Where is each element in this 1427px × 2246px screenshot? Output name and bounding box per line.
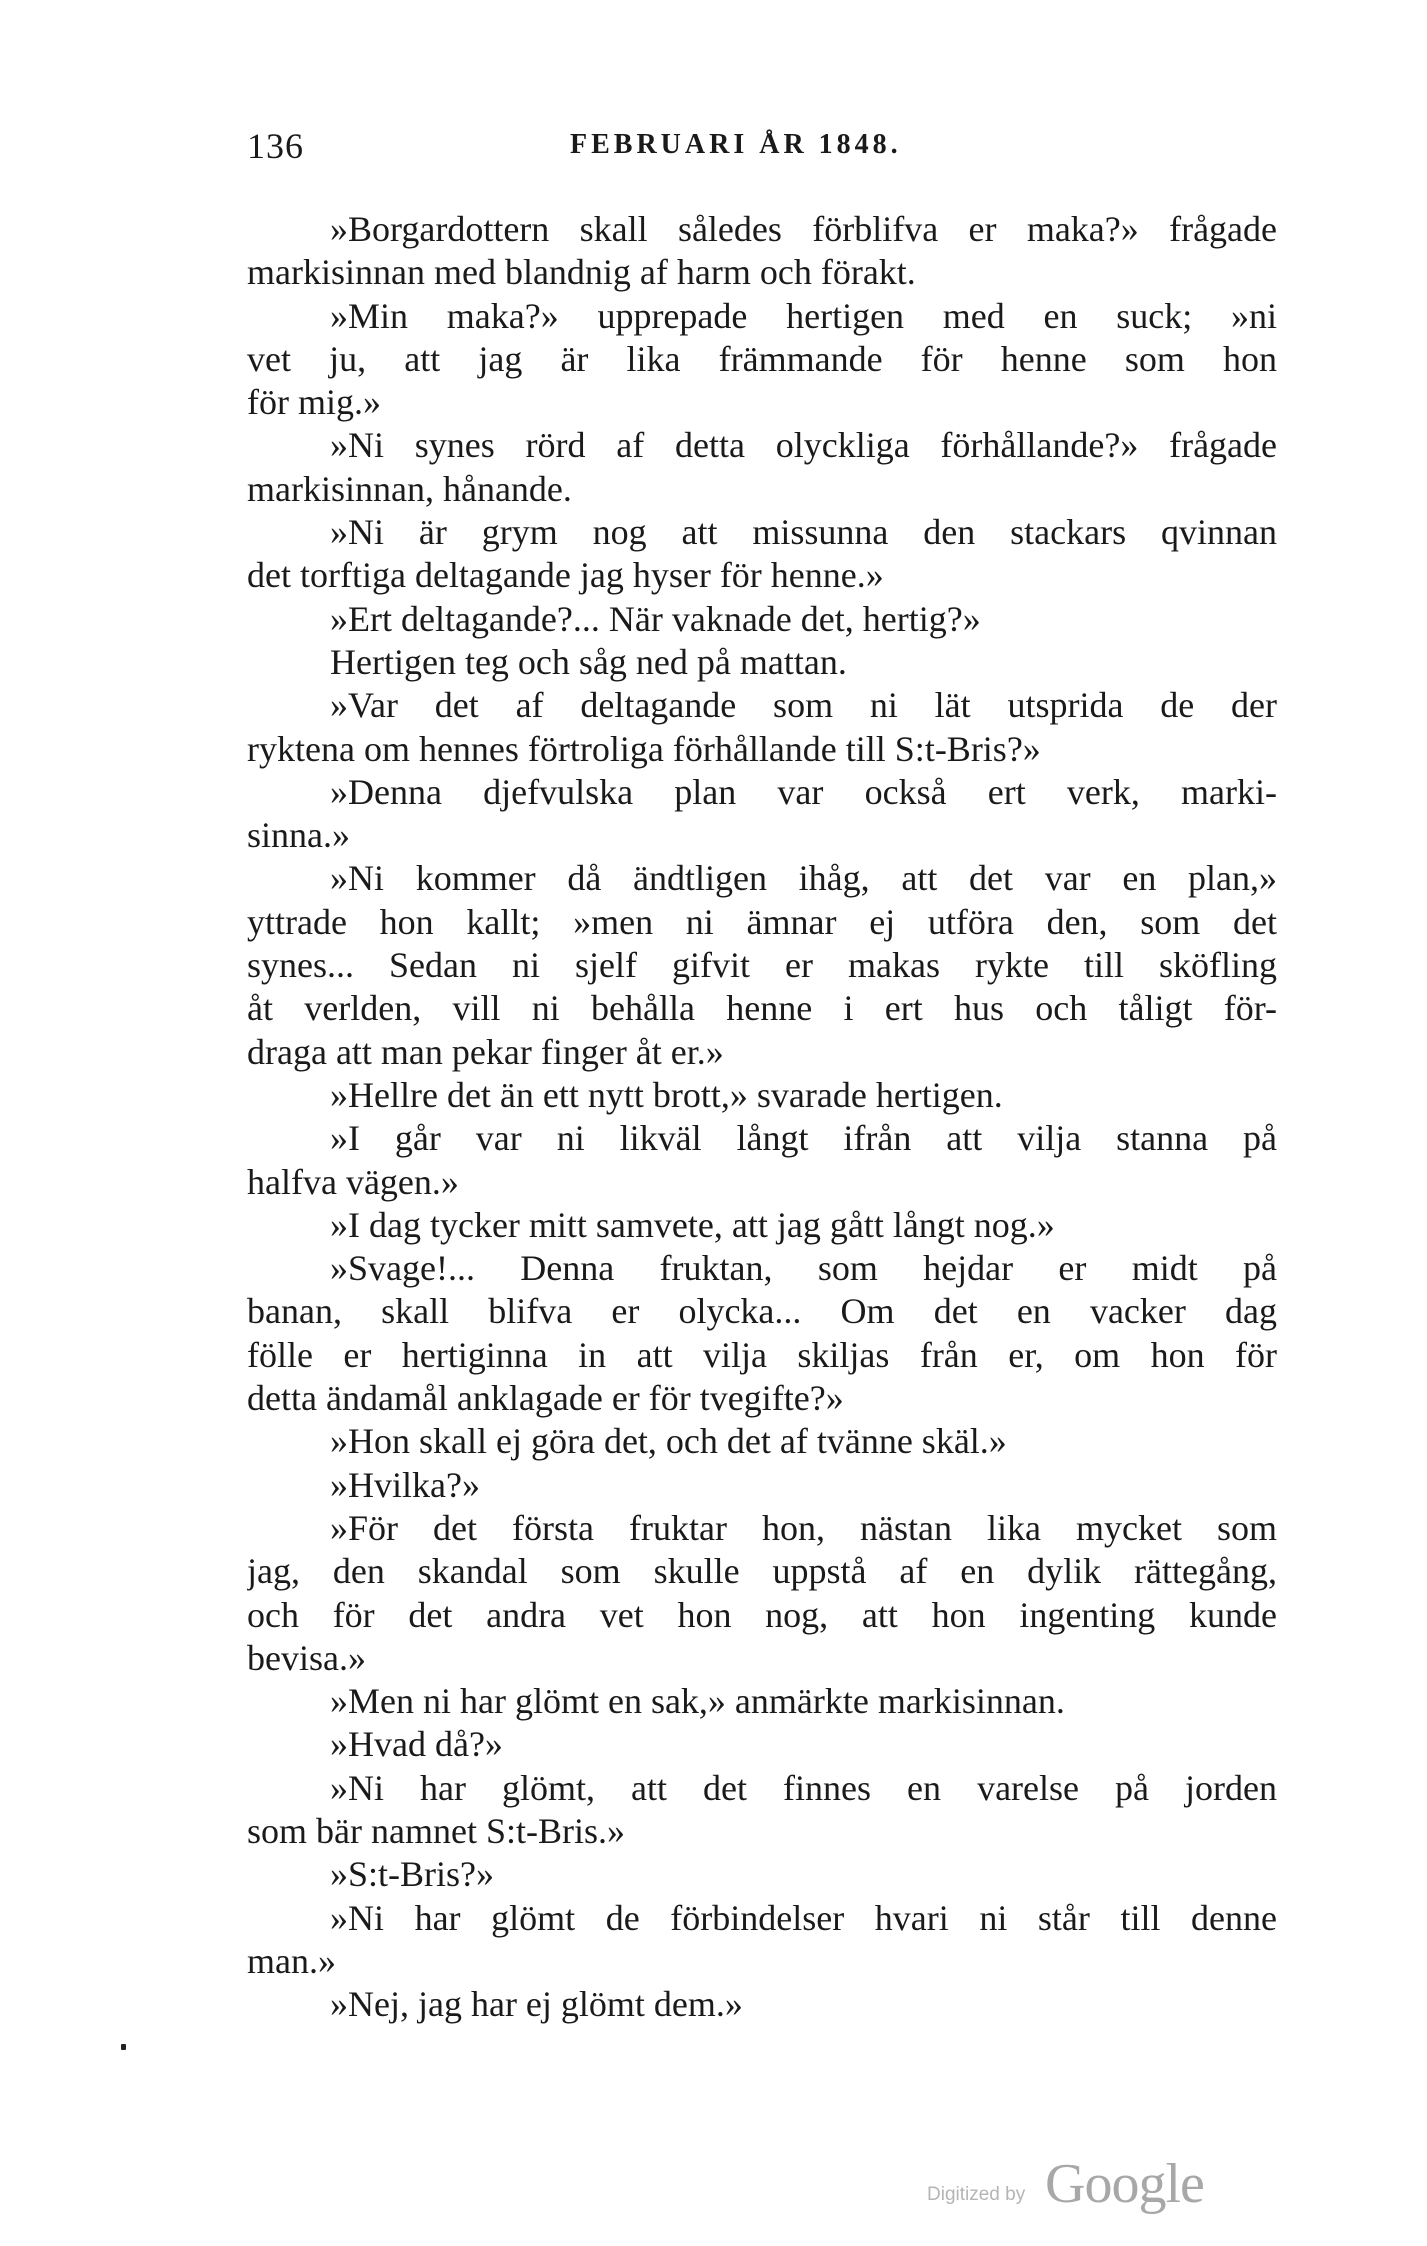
- text-line: »Men ni har glömt en sak,» anmärkte markisinnan.: [330, 1681, 1065, 1722]
- text-line: jag, den skandal som skulle uppstå af en dylik rättegång,: [247, 1551, 1277, 1592]
- text-line: yttrade hon kallt; »men ni ämnar ej utföra den, som det: [247, 901, 1277, 942]
- text-line: »Ni är grym nog att missunna den stackars qvinnan: [330, 512, 1277, 553]
- text-line: och för det andra vet hon nog, att hon ingenting kunde: [247, 1594, 1277, 1635]
- text-line: »Ni kommer då ändtligen ihåg, att det var en plan,»: [330, 858, 1277, 899]
- text-line: man.»: [247, 1940, 336, 1981]
- text-line: synes... Sedan ni sjelf gifvit er makas rykte till sköfling: [247, 945, 1277, 986]
- text-line: »Hvilka?»: [330, 1464, 480, 1505]
- text-line: halfva vägen.»: [247, 1161, 459, 1202]
- text-line: bevisa.»: [247, 1637, 366, 1678]
- text-line: »I går var ni likväl långt ifrån att vilja stanna på: [330, 1118, 1277, 1159]
- text-line: »Var det af deltagande som ni lät utsprida de der: [330, 685, 1277, 726]
- running-head: FEBRUARI ÅR 1848.: [570, 129, 902, 160]
- text-line: som bär namnet S:t-Bris.»: [247, 1810, 625, 1851]
- text-line: fölle er hertiginna in att vilja skiljas från er, om hon för: [247, 1334, 1277, 1375]
- body-text: [247, 208, 1277, 2026]
- text-line: »Min maka?» upprepade hertigen med en suck; »ni: [330, 295, 1277, 336]
- text-line: för mig.»: [247, 382, 381, 423]
- text-line: »Hvad då?»: [330, 1724, 503, 1765]
- text-line: »Ert deltagande?... När vaknade det, hertig?»: [330, 598, 981, 639]
- text-line: detta ändamål anklagade er för tvegifte?»: [247, 1378, 844, 1419]
- text-line: vet ju, att jag är lika främmande för henne som hon: [247, 338, 1277, 379]
- watermark-prefix: Digitized by: [927, 2184, 1026, 2205]
- text-line: det torftiga deltagande jag hyser för henne.»: [247, 555, 884, 596]
- page-number: 136: [247, 126, 304, 166]
- text-line: Hertigen teg och såg ned på mattan.: [330, 641, 847, 682]
- text-line: »Denna djefvulska plan var också ert verk, marki-: [330, 771, 1277, 812]
- text-line: »Ni har glömt, att det finnes en varelse på jorden: [330, 1767, 1277, 1808]
- text-line: banan, skall blifva er olycka... Om det en vacker dag: [247, 1291, 1277, 1332]
- ink-speck: [121, 2044, 126, 2050]
- text-line: markisinnan med blandnig af harm och förakt.: [247, 252, 916, 293]
- text-line: »För det första fruktar hon, nästan lika mycket som: [330, 1507, 1277, 1548]
- text-line: draga att man pekar finger åt er.»: [247, 1031, 724, 1072]
- text-line: »Hon skall ej göra det, och det af tvänne skäl.»: [330, 1421, 1007, 1462]
- page-header: [247, 125, 1277, 175]
- text-line: »Nej, jag har ej glömt dem.»: [330, 1984, 743, 2025]
- google-logo: Google: [1045, 2153, 1204, 2215]
- text-line: ryktena om hennes förtroliga förhållande till S:t-Bris?»: [247, 728, 1041, 769]
- text-line: »Borgardottern skall således förblifva er maka?» frågade: [330, 209, 1277, 249]
- text-line: »I dag tycker mitt samvete, att jag gått långt nog.»: [330, 1204, 1055, 1245]
- text-line: sinna.»: [247, 815, 350, 856]
- text-line: »Svage!... Denna fruktan, som hejdar er midt på: [330, 1248, 1277, 1289]
- text-line: »Ni synes rörd af detta olyckliga förhållande?» frågade: [330, 425, 1277, 466]
- text-line: markisinnan, hånande.: [247, 468, 572, 509]
- text-line: »Hellre det än ett nytt brott,» svarade hertigen.: [330, 1074, 1003, 1115]
- text-line: »S:t-Bris?»: [330, 1854, 495, 1895]
- digitized-watermark: [927, 2153, 1227, 2220]
- text-line: »Ni har glömt de förbindelser hvari ni står till denne: [330, 1897, 1277, 1938]
- text-line: åt verlden, vill ni behålla henne i ert hus och tåligt för-: [247, 988, 1277, 1029]
